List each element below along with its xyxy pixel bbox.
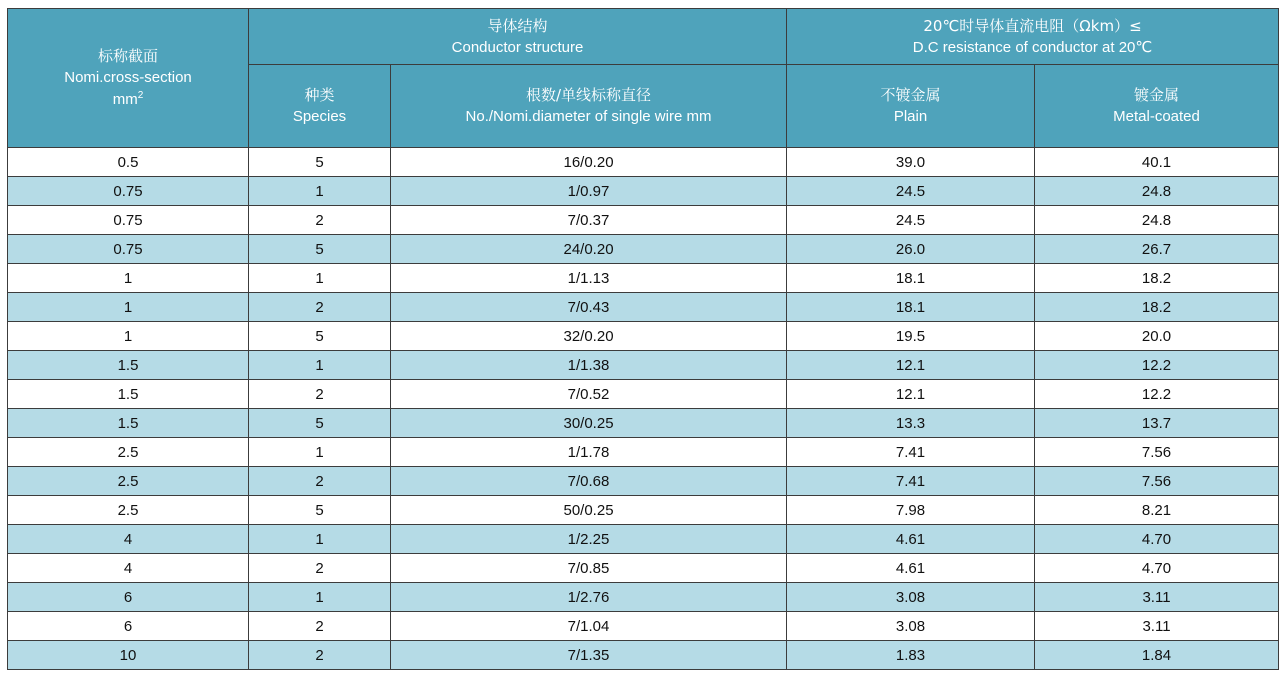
species-cell: 1 [249,525,391,554]
table-row [8,206,1279,235]
conductor-resistance-table [7,8,1279,670]
species-cell: 2 [249,380,391,409]
coated-resistance-cell: 40.1 [1035,148,1279,177]
wire-diameter-cell: 1/2.76 [391,583,787,612]
wire-diameter-cell: 30/0.25 [391,409,787,438]
table-row [8,177,1279,206]
unit-label: mm [112,91,138,108]
coated-resistance-cell: 24.8 [1035,177,1279,206]
cross-section-cell: 0.75 [8,177,249,206]
table-body [8,148,1279,670]
header-cross-section-unit [8,89,248,111]
species-cell: 1 [249,177,391,206]
header-species [249,65,391,148]
header-plain-en: Plain [893,108,928,125]
header-wire-count-diameter [391,65,787,148]
header-wire-en: No./Nomi.diameter of single wire mm [465,108,712,125]
header-dc-resistance-zh: 20℃时导体直流电阻（Ωkm）≤ [923,16,1142,35]
wire-diameter-cell: 1/0.97 [391,177,787,206]
table-row [8,438,1279,467]
cross-section-cell: 1 [8,293,249,322]
table-row [8,583,1279,612]
wire-diameter-cell: 1/1.78 [391,438,787,467]
coated-resistance-cell: 8.21 [1035,496,1279,525]
wire-diameter-cell: 1/2.25 [391,525,787,554]
plain-resistance-cell: 12.1 [787,380,1035,409]
header-wire-zh: 根数/单线标称直径 [525,86,652,104]
cross-section-cell: 2.5 [8,438,249,467]
plain-resistance-cell: 1.83 [787,641,1035,670]
species-cell: 2 [249,612,391,641]
cross-section-cell: 1.5 [8,409,249,438]
cross-section-cell: 1 [8,264,249,293]
plain-resistance-cell: 7.98 [787,496,1035,525]
cross-section-cell: 1 [8,322,249,351]
plain-resistance-cell: 26.0 [787,235,1035,264]
species-cell: 1 [249,351,391,380]
cross-section-cell: 6 [8,583,249,612]
coated-resistance-cell: 26.7 [1035,235,1279,264]
species-cell: 2 [249,554,391,583]
coated-resistance-cell: 4.70 [1035,554,1279,583]
table-header [8,9,1279,148]
species-cell: 5 [249,496,391,525]
coated-resistance-cell: 3.11 [1035,612,1279,641]
plain-resistance-cell: 4.61 [787,525,1035,554]
header-conductor-structure-en: Conductor structure [451,38,584,56]
cross-section-cell: 6 [8,612,249,641]
wire-diameter-cell: 7/0.52 [391,380,787,409]
plain-resistance-cell: 7.41 [787,438,1035,467]
table-row [8,612,1279,641]
plain-resistance-cell: 3.08 [787,583,1035,612]
table-row [8,496,1279,525]
coated-resistance-cell: 7.56 [1035,438,1279,467]
cross-section-cell: 0.75 [8,206,249,235]
header-plain [787,65,1035,148]
cross-section-cell: 4 [8,525,249,554]
cross-section-cell: 0.5 [8,148,249,177]
cross-section-cell: 2.5 [8,467,249,496]
plain-resistance-cell: 24.5 [787,177,1035,206]
cross-section-cell: 10 [8,641,249,670]
header-conductor-structure [249,9,787,65]
wire-diameter-cell: 50/0.25 [391,496,787,525]
coated-resistance-cell: 18.2 [1035,264,1279,293]
coated-resistance-cell: 12.2 [1035,351,1279,380]
table-row [8,409,1279,438]
wire-diameter-cell: 16/0.20 [391,148,787,177]
species-cell: 1 [249,438,391,467]
conductor-table-container [7,8,1278,670]
header-conductor-structure-zh: 导体结构 [487,16,548,35]
species-cell: 1 [249,264,391,293]
header-species-zh: 种类 [304,86,335,104]
plain-resistance-cell: 12.1 [787,351,1035,380]
species-cell: 2 [249,206,391,235]
header-metal-coated-en: Metal-coated [1113,108,1200,125]
wire-diameter-cell: 7/0.68 [391,467,787,496]
coated-resistance-cell: 18.2 [1035,293,1279,322]
cross-section-cell: 4 [8,554,249,583]
wire-diameter-cell: 7/1.35 [391,641,787,670]
header-metal-coated-zh: 镀金属 [1134,86,1180,104]
coated-resistance-cell: 20.0 [1035,322,1279,351]
table-row [8,322,1279,351]
header-cross-section [8,9,249,148]
wire-diameter-cell: 32/0.20 [391,322,787,351]
plain-resistance-cell: 19.5 [787,322,1035,351]
table-row [8,641,1279,670]
header-row-top [8,9,1279,65]
plain-resistance-cell: 7.41 [787,467,1035,496]
table-row [8,264,1279,293]
header-dc-resistance-en: D.C resistance of conductor at 20℃ [912,38,1153,56]
table-row [8,467,1279,496]
cross-section-cell: 2.5 [8,496,249,525]
table-row [8,351,1279,380]
cross-section-cell: 1.5 [8,351,249,380]
plain-resistance-cell: 4.61 [787,554,1035,583]
header-cross-section-en: Nomi.cross-section [64,69,192,86]
table-row [8,380,1279,409]
header-dc-resistance [787,9,1279,65]
plain-resistance-cell: 18.1 [787,264,1035,293]
unit-superscript: 2 [137,90,144,101]
cross-section-cell: 0.75 [8,235,249,264]
header-cross-section-zh: 标称截面 [97,47,158,65]
plain-resistance-cell: 39.0 [787,148,1035,177]
wire-diameter-cell: 24/0.20 [391,235,787,264]
coated-resistance-cell: 4.70 [1035,525,1279,554]
coated-resistance-cell: 1.84 [1035,641,1279,670]
table-row [8,148,1279,177]
header-plain-zh: 不镀金属 [880,86,941,104]
cross-section-cell: 1.5 [8,380,249,409]
table-row [8,525,1279,554]
wire-diameter-cell: 7/1.04 [391,612,787,641]
plain-resistance-cell: 3.08 [787,612,1035,641]
coated-resistance-cell: 12.2 [1035,380,1279,409]
header-species-en: Species [292,108,347,125]
coated-resistance-cell: 24.8 [1035,206,1279,235]
plain-resistance-cell: 18.1 [787,293,1035,322]
plain-resistance-cell: 13.3 [787,409,1035,438]
species-cell: 5 [249,235,391,264]
species-cell: 1 [249,583,391,612]
coated-resistance-cell: 3.11 [1035,583,1279,612]
wire-diameter-cell: 1/1.13 [391,264,787,293]
wire-diameter-cell: 7/0.85 [391,554,787,583]
species-cell: 5 [249,322,391,351]
coated-resistance-cell: 13.7 [1035,409,1279,438]
species-cell: 2 [249,293,391,322]
wire-diameter-cell: 7/0.43 [391,293,787,322]
plain-resistance-cell: 24.5 [787,206,1035,235]
wire-diameter-cell: 1/1.38 [391,351,787,380]
species-cell: 2 [249,641,391,670]
table-row [8,293,1279,322]
coated-resistance-cell: 7.56 [1035,467,1279,496]
table-row [8,235,1279,264]
table-row [8,554,1279,583]
header-metal-coated [1035,65,1279,148]
species-cell: 5 [249,409,391,438]
wire-diameter-cell: 7/0.37 [391,206,787,235]
species-cell: 2 [249,467,391,496]
species-cell: 5 [249,148,391,177]
